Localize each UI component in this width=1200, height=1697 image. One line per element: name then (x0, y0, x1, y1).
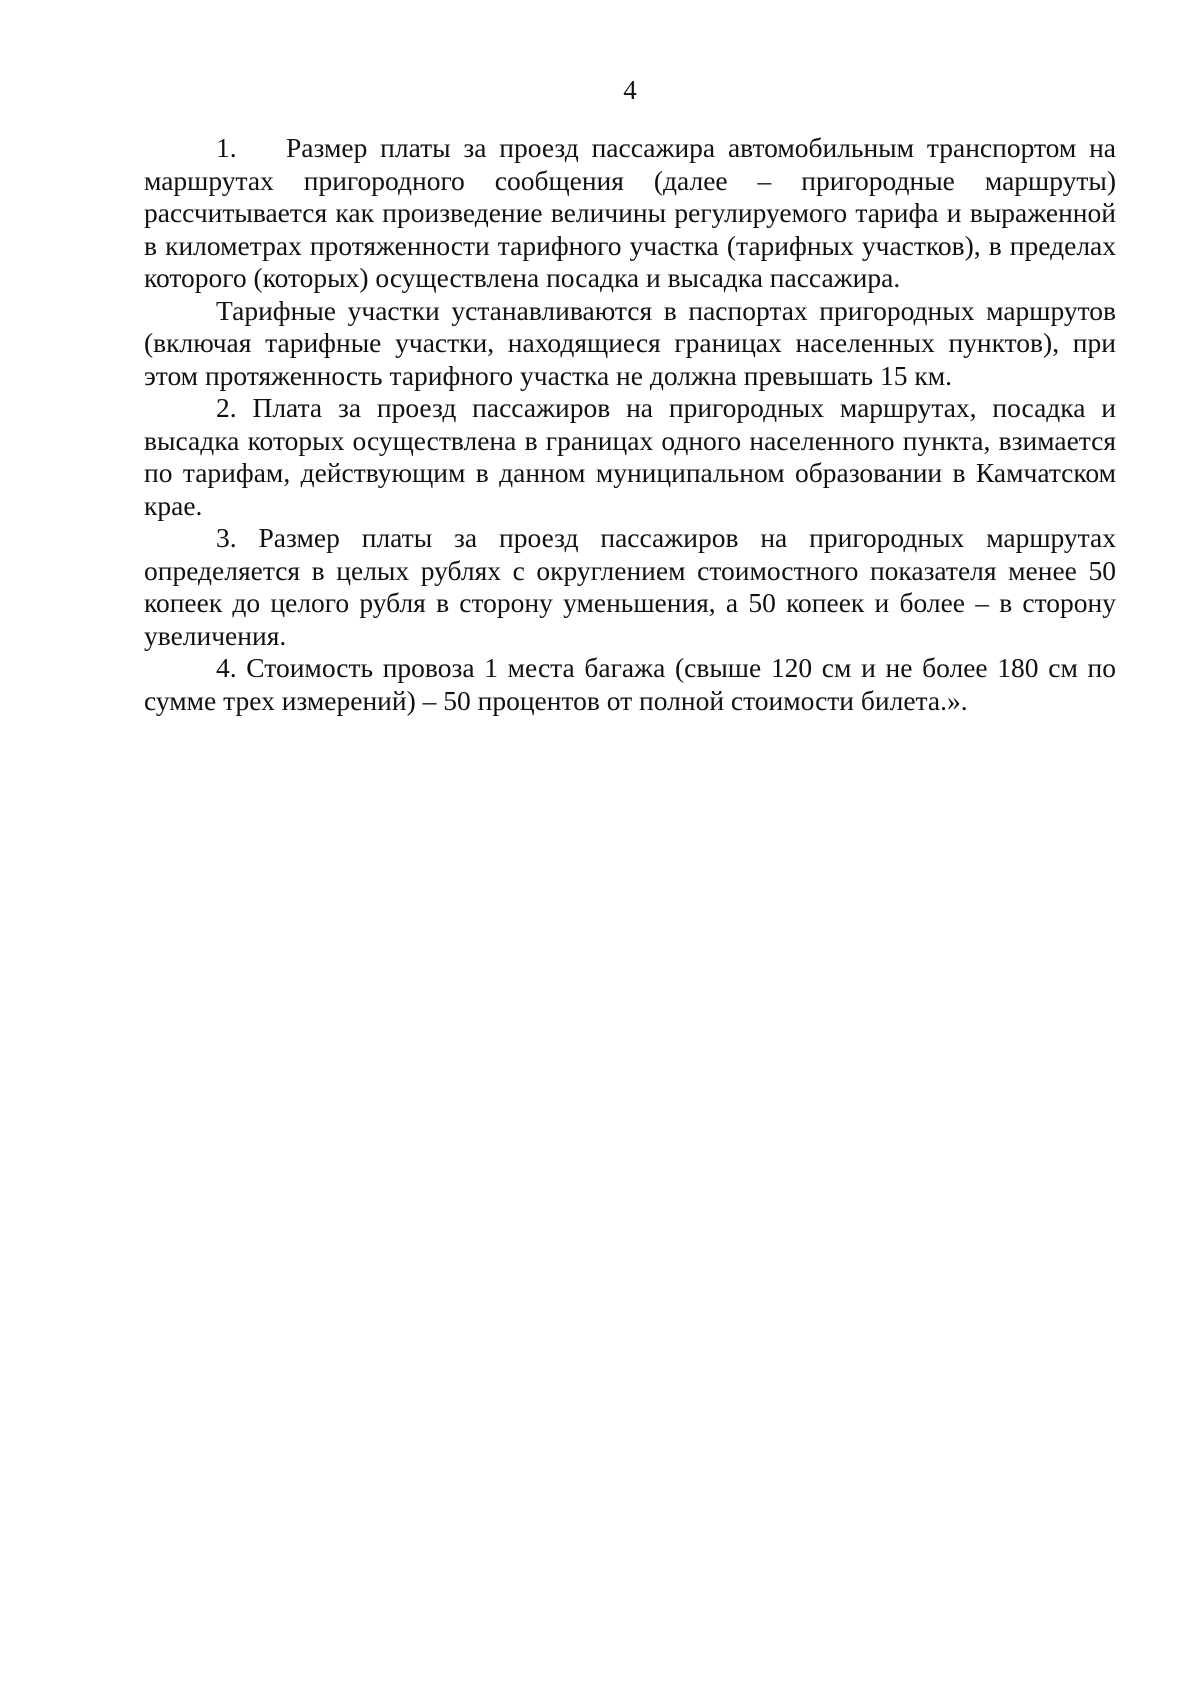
page-number: 4 (623, 75, 637, 105)
paragraph-2: 2. Плата за проезд пассажиров на пригородных маршрутах, посадка и высадка которых осуществлена в границах одного населенного пункта, взимается по тарифам, действующим в данном муниципальном образовании в Камчатском крае. (144, 392, 1116, 521)
document-body (144, 132, 1116, 717)
paragraph-1-number: 1. (216, 132, 237, 163)
paragraph-1 (144, 132, 1116, 295)
paragraph-1-text: Размер платы за проезд пассажира автомобильным транспортом на маршрутах пригородного сообщения (далее – пригородные маршруты) рассчитывается как произведение величины регулируемого тарифа и выраженной в километрах протяженности тарифного участка (тарифных участков), в пределах которого (которых) осуществлена посадка и высадка пассажира. (144, 132, 1116, 293)
paragraph-3: 3. Размер платы за проезд пассажиров на пригородных маршрутах определяется в целых рублях с округлением стоимостного показателя менее 50 копеек до целого рубля в сторону уменьшения, а 50 копеек и более – в сторону увеличения. (144, 522, 1116, 651)
paragraph-4: 4. Стоимость провоза 1 места багажа (свыше 120 см и не более 180 см по сумме трех измерений) – 50 процентов от полной стоимости билета.». (144, 652, 1116, 716)
paragraph-tariff-sections: Тарифные участки устанавливаются в паспортах пригородных маршрутов (включая тарифные участки, находящиеся границах населенных пунктов), при этом протяженность тарифного участка не должна превышать 15 км. (144, 294, 1116, 391)
